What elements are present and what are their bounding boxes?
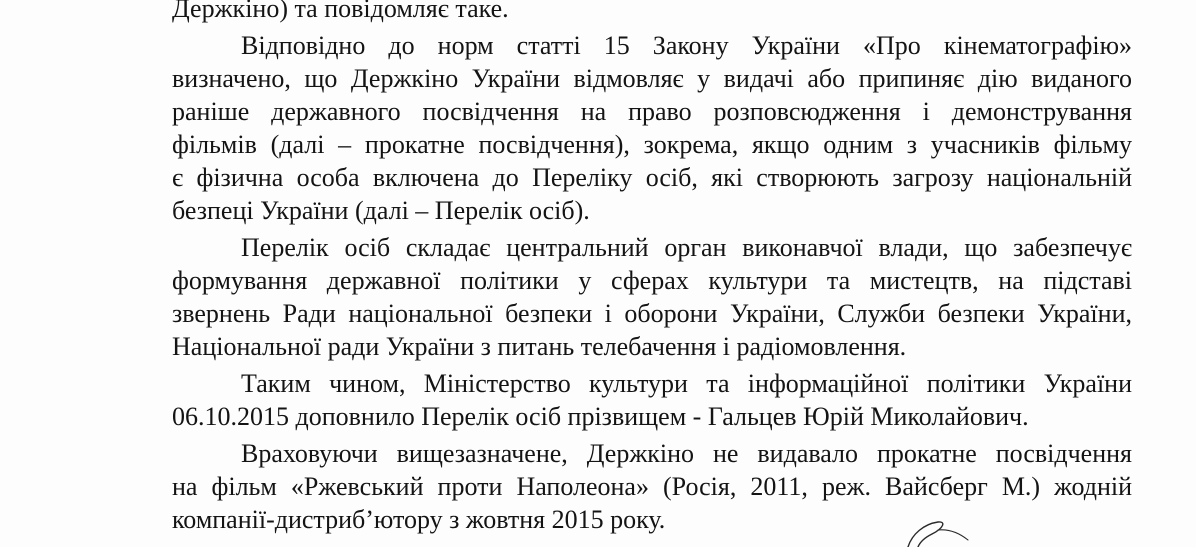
paragraph-2-line: формування державної політики у сферах культури та мистецтв, на підставі <box>172 266 1132 295</box>
paragraph-2-line: Перелік осіб складає центральний орган виконавчої влади, що забезпечує <box>241 233 1132 262</box>
paragraph-1-line: раніше державного посвідчення на право розповсюдження і демонстрування <box>172 97 1132 126</box>
paragraph-2-line: звернень Ради національної безпеки і оборони України, Служби безпеки України, <box>172 299 1132 328</box>
paragraph-3-line: Таким чином, Міністерство культури та інформаційної політики України <box>241 369 1132 398</box>
paragraph-1-line: є фізична особа включена до Переліку осіб, які створюють загрозу національній <box>172 163 1132 192</box>
paragraph-4-line: Враховуючи вищезазначене, Держкіно не видавало прокатне посвідчення <box>241 439 1132 468</box>
paragraph-4-line: на фільм «Ржевський проти Наполеона» (Росія, 2011, реж. Вайсберг М.) жодній <box>172 472 1132 501</box>
text-line: Держкіно) та повідомляє таке. <box>172 0 509 23</box>
paragraph-3-line: 06.10.2015 доповнило Перелік осіб прізвищем - Гальцев Юрій Миколайович. <box>172 402 1029 431</box>
paragraph-1-line: безпеці України (далі – Перелік осіб). <box>172 196 590 225</box>
paragraph-1-line: Відповідно до норм статті 15 Закону України «Про кінематографію» <box>241 31 1132 60</box>
paragraph-2-line: Національної ради України з питань телебачення і радіомовлення. <box>172 332 907 361</box>
signature-stroke <box>880 520 970 547</box>
paragraph-1-line: фільмів (далі – прокатне посвідчення), зокрема, якщо одним з учасників фільму <box>172 130 1132 159</box>
paragraph-4-line: компанії-дистриб’ютору з жовтня 2015 року. <box>172 505 666 534</box>
paragraph-1-line: визначено, що Держкіно України відмовляє у видачі або припиняє дію виданого <box>172 64 1132 93</box>
